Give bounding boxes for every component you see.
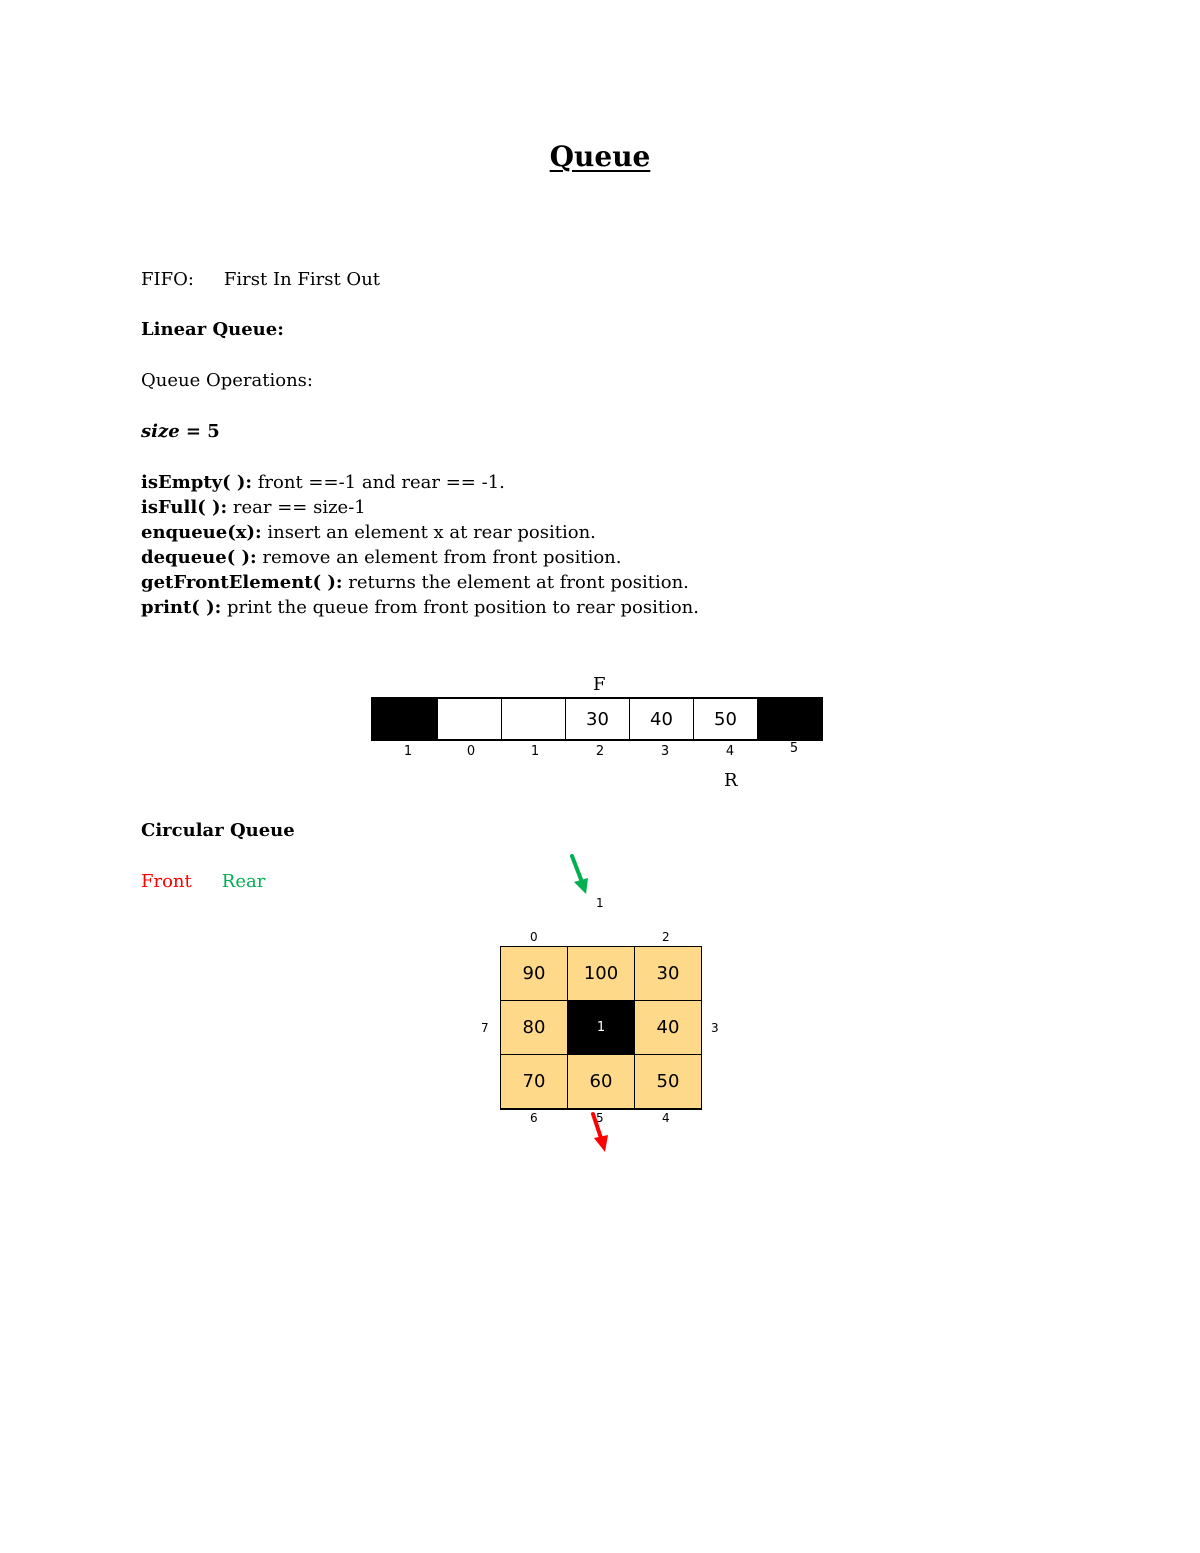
queue-cell: 30 — [565, 699, 629, 739]
operation-getfrontelement — [141, 571, 689, 595]
operation-name: enqueue(x): — [141, 522, 262, 543]
circular-index-3: 3 — [711, 1021, 719, 1035]
operation-enqueue — [141, 521, 596, 545]
queue-index: 2 — [595, 744, 605, 759]
queue-cell-boundary — [373, 699, 437, 739]
circular-cell: 90 — [501, 947, 567, 1000]
operation-desc: print the queue from front position to rear position. — [221, 597, 699, 618]
circular-cell: 40 — [635, 1001, 701, 1054]
queue-index: 0 — [466, 744, 476, 759]
circular-index-7: 7 — [481, 1021, 489, 1035]
operation-desc: front ==-1 and rear == -1. — [252, 472, 505, 493]
queue-index: 3 — [660, 744, 670, 759]
operation-name: dequeue( ): — [141, 547, 257, 568]
circular-index-0: 0 — [530, 930, 538, 944]
operation-name: print( ): — [141, 597, 222, 618]
operation-desc: returns the element at front position. — [342, 572, 689, 593]
circular-index-1: 1 — [596, 896, 604, 910]
queue-cell — [501, 699, 565, 739]
fifo-label: FIFO: — [141, 269, 194, 290]
operation-name: getFrontElement( ): — [141, 572, 343, 593]
operation-desc: insert an element x at rear position. — [261, 522, 596, 543]
queue-index: 1 — [530, 744, 540, 759]
queue-index: 4 — [725, 744, 735, 759]
circular-cell: 70 — [501, 1055, 567, 1108]
pointer-legend — [141, 870, 265, 894]
operation-print — [141, 596, 699, 620]
rear-legend: Rear — [221, 871, 266, 892]
linear-queue-heading: Linear Queue: — [141, 319, 284, 340]
circular-cell: 60 — [568, 1055, 634, 1108]
fifo-text: First In First Out — [223, 269, 381, 290]
operation-name: isFull( ): — [141, 497, 228, 518]
circular-cell: 80 — [501, 1001, 567, 1054]
circular-cell: 30 — [635, 947, 701, 1000]
operation-isempty — [141, 471, 505, 495]
front-arrow-icon — [585, 1110, 621, 1158]
circular-queue-heading: Circular Queue — [141, 820, 295, 841]
circular-index-6: 6 — [530, 1111, 538, 1125]
circular-cell: 50 — [635, 1055, 701, 1108]
queue-index: 1 — [403, 744, 413, 759]
queue-index: 5 — [789, 741, 799, 756]
linear-queue-array — [371, 697, 823, 741]
circular-index-5: 5 — [596, 1111, 604, 1125]
size-var: size — [141, 421, 180, 442]
circular-cell: 100 — [568, 947, 634, 1000]
queue-cell: 40 — [629, 699, 693, 739]
queue-cell-boundary — [757, 699, 821, 739]
queue-cell: 50 — [693, 699, 757, 739]
fifo-line — [141, 268, 380, 292]
queue-operations-heading: Queue Operations: — [141, 370, 313, 391]
queue-cell — [437, 699, 501, 739]
circular-index-4: 4 — [662, 1111, 670, 1125]
operation-name: isEmpty( ): — [141, 472, 253, 493]
operation-dequeue — [141, 546, 622, 570]
page-title: Queue — [549, 140, 651, 173]
front-pointer-label: F — [593, 674, 606, 695]
operation-desc: rear == size-1 — [227, 497, 366, 518]
rear-arrow-icon — [560, 850, 600, 900]
operation-desc: remove an element from front position. — [256, 547, 622, 568]
circular-queue-grid — [500, 946, 702, 1110]
circular-index-2: 2 — [662, 930, 670, 944]
circular-center-cell: 1 — [568, 1001, 634, 1054]
size-line — [141, 420, 220, 444]
operation-isfull — [141, 496, 366, 520]
rear-pointer-label: R — [724, 770, 738, 791]
size-value: = 5 — [179, 421, 220, 442]
front-legend: Front — [141, 871, 192, 892]
